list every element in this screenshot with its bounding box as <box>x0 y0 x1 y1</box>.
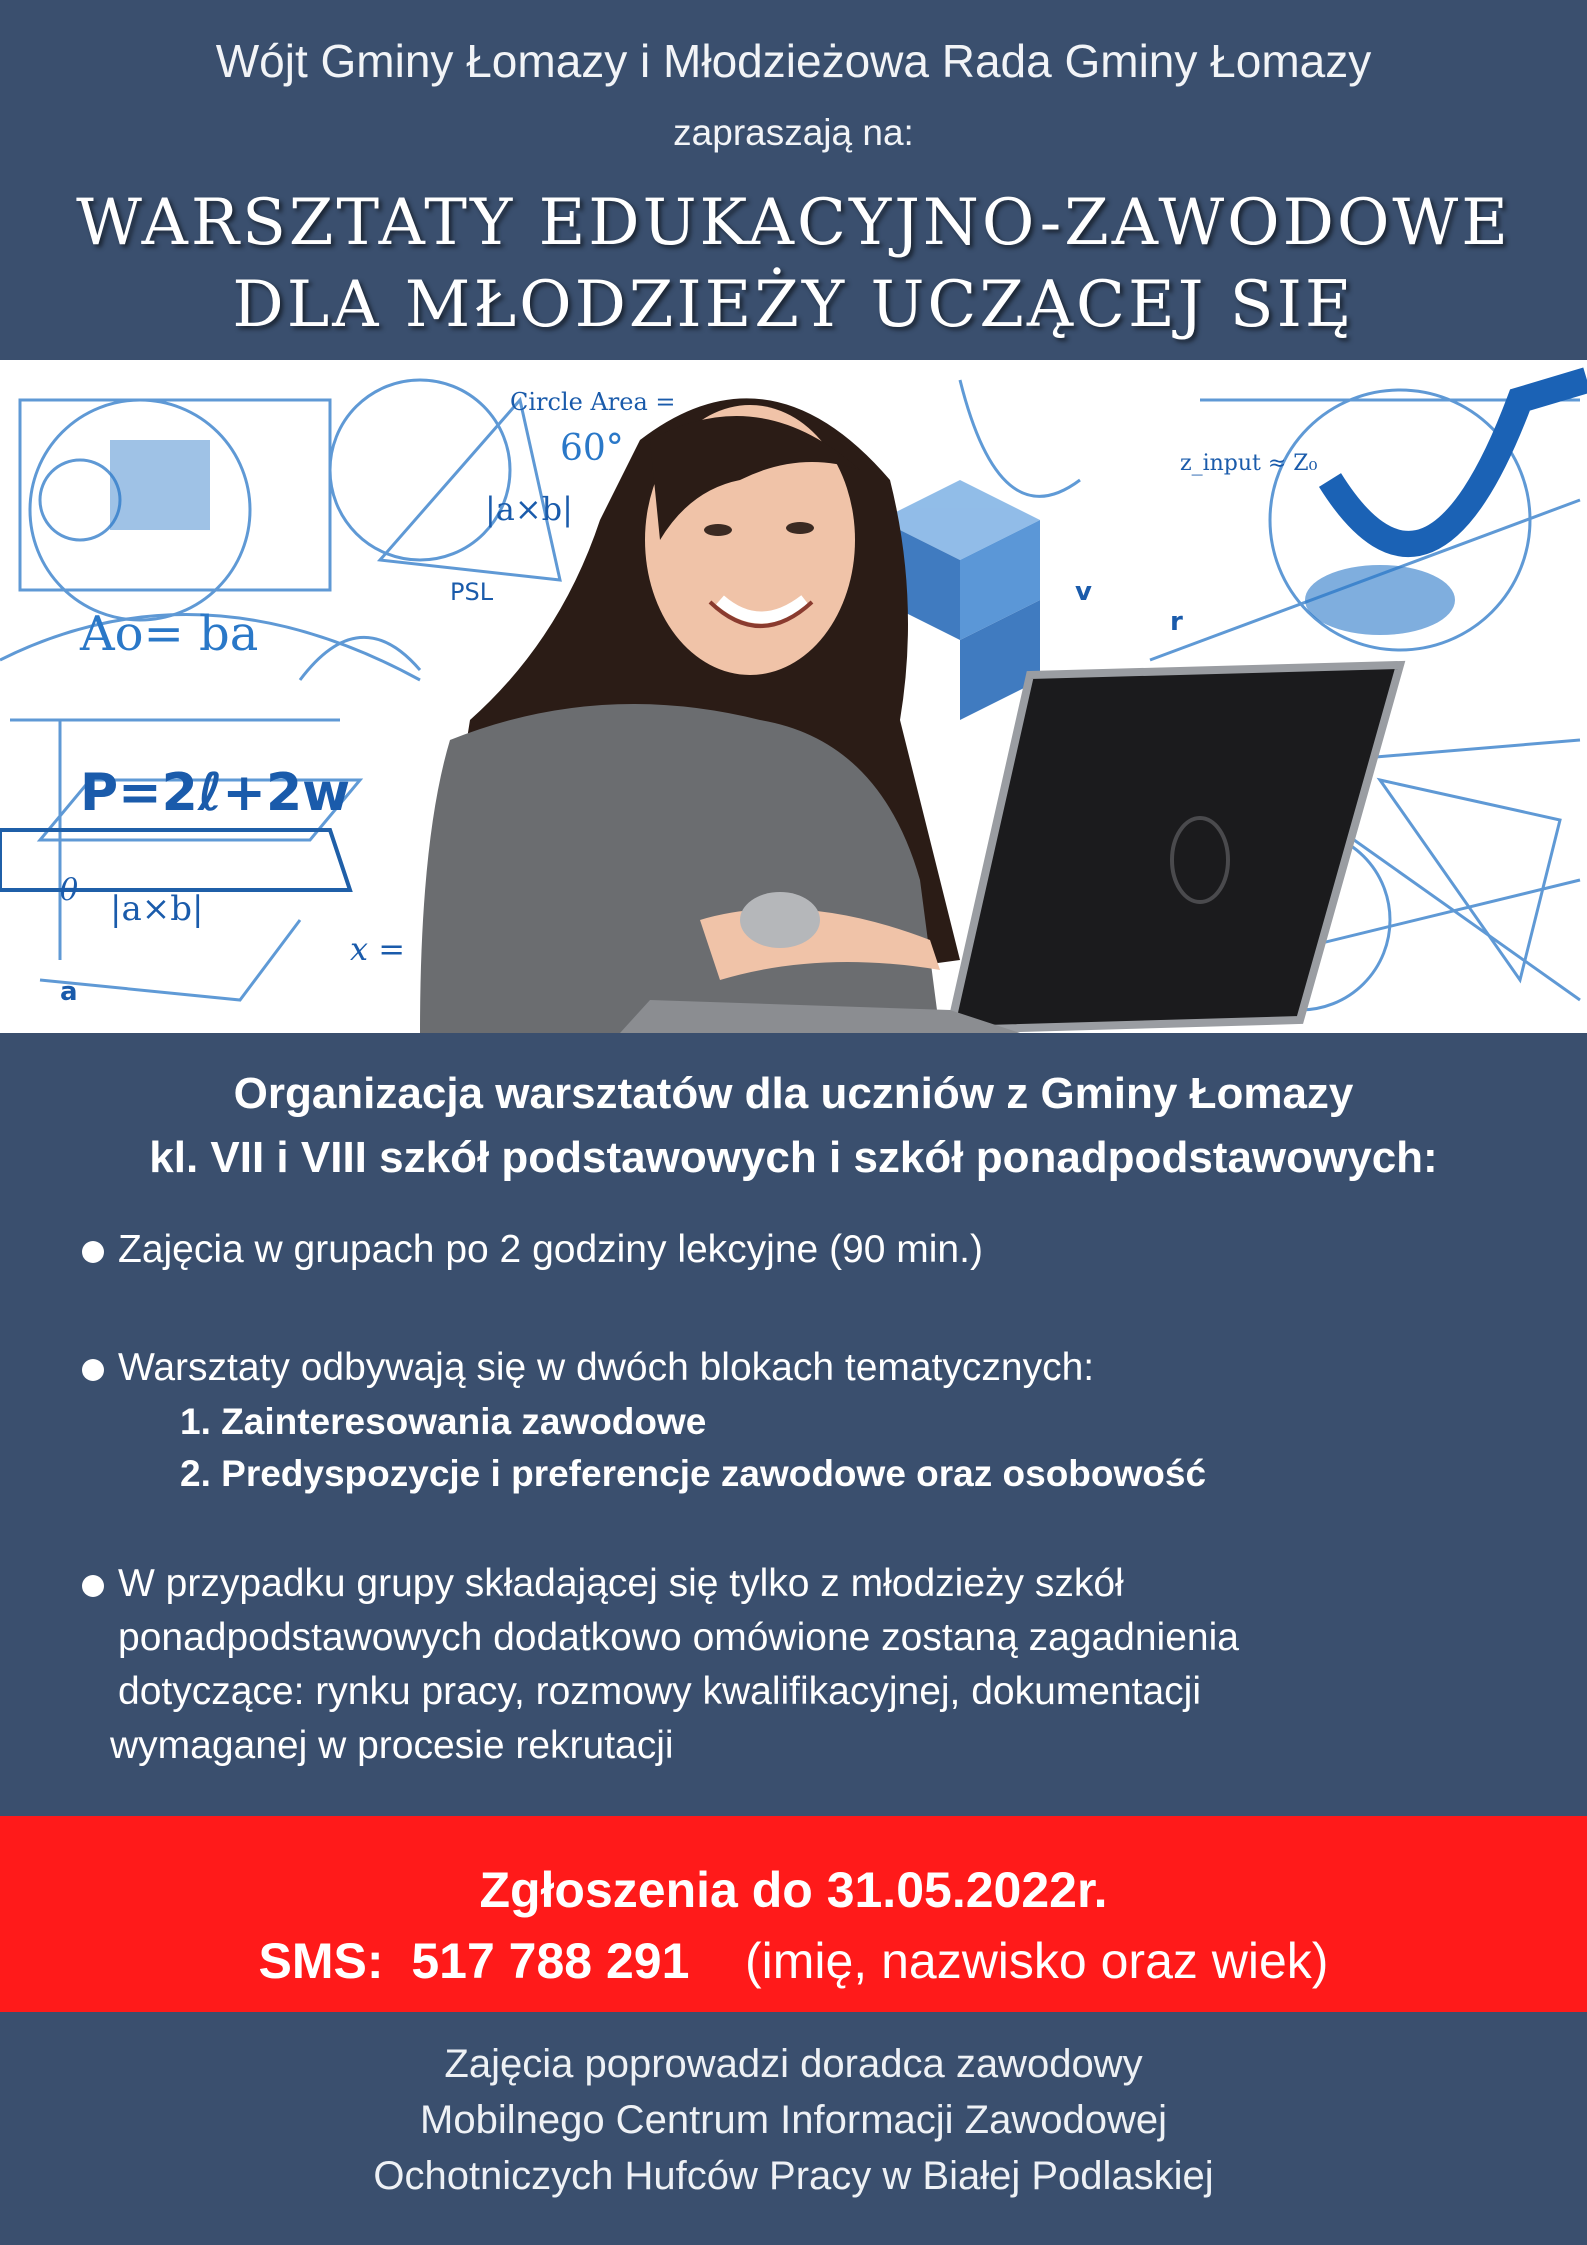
formula-v: v <box>1075 577 1092 607</box>
bullet-extra-line-1: W przypadku grupy składającej się tylko z młodzieży szkół <box>118 1562 1124 1605</box>
hero-image <box>0 360 1587 1033</box>
sms-label: SMS: <box>258 1933 384 1989</box>
bullet-dot <box>82 1575 104 1597</box>
info-heading-line-2: kl. VII i VIII szkół podstawowych i szkół ponadpodstawowych: <box>149 1133 1438 1182</box>
bullet-blocks: Warsztaty odbywają się w dwóch blokach tematycznych: <box>118 1346 1095 1389</box>
footer-line-1: Zajęcia poprowadzi doradca zawodowy <box>444 2042 1143 2086</box>
formula-circle-area: Circle Area = <box>510 388 676 416</box>
footer <box>0 2012 1587 2245</box>
formula-theta: θ <box>60 873 79 908</box>
invite-text: zapraszają na: <box>673 112 914 153</box>
info-heading-line-1: Organizacja warsztatów dla uczniów z Gminy Łomazy <box>233 1069 1354 1118</box>
formula-perimeter: P=2ℓ+2w <box>80 763 351 823</box>
formula-a: a <box>60 977 78 1007</box>
sms-note: (imię, nazwisko oraz wiek) <box>744 1933 1329 1989</box>
title-line-2: DLA MŁODZIEŻY UCZĄCEJ SIĘ <box>232 268 1355 342</box>
formula-x: x = <box>350 930 406 968</box>
math-square <box>110 440 210 530</box>
header-banner <box>0 0 1587 360</box>
signup-banner <box>0 1816 1587 2012</box>
bullet-dot <box>82 1241 104 1263</box>
sub-item-1: 1. Zainteresowania zawodowe <box>180 1401 707 1442</box>
sms-line <box>0 1932 1587 1990</box>
footer-line-3: Ochotniczych Hufców Pracy w Białej Podlaskiej <box>373 2154 1214 2198</box>
sub-item-2: 2. Predyspozycje i preferencje zawodowe oraz osobowość <box>180 1453 1207 1494</box>
bullet-dot <box>82 1359 104 1381</box>
bullet-extra-line-4: wymaganej w procesie rekrutacji <box>110 1724 674 1767</box>
formula-r: r <box>1170 607 1183 637</box>
formula-cross-product: |a×b| <box>110 889 204 929</box>
formula-z-input: z_input ≈ Z₀ <box>1180 451 1318 476</box>
formula-ao: Ao= ba <box>80 606 259 662</box>
info-section <box>0 1033 1587 1816</box>
title-line-1: WARSZTATY EDUKACYJNO-ZAWODOWE <box>76 186 1511 260</box>
hero-illustration <box>0 360 1587 1033</box>
signup-deadline: Zgłoszenia do 31.05.2022r. <box>479 1862 1108 1918</box>
formula-psl: PSL <box>450 578 494 606</box>
bullet-extra-line-2: ponadpodstawowych dodatkowo omówione zostaną zagadnienia <box>118 1616 1239 1659</box>
formula-ab: |a×b| <box>485 490 573 528</box>
bullet-extra-line-3: dotyczące: rynku pracy, rozmowy kwalifikacyjnej, dokumentacji <box>118 1670 1202 1713</box>
formula-sixty: 60° <box>560 428 624 469</box>
bullet-sessions: Zajęcia w grupach po 2 godziny lekcyjne (90 min.) <box>118 1228 983 1271</box>
inviter-text: Wójt Gminy Łomazy i Młodzieżowa Rada Gminy Łomazy <box>215 35 1372 87</box>
sms-number: 517 788 291 <box>411 1933 690 1989</box>
footer-line-2: Mobilnego Centrum Informacji Zawodowej <box>420 2098 1167 2142</box>
